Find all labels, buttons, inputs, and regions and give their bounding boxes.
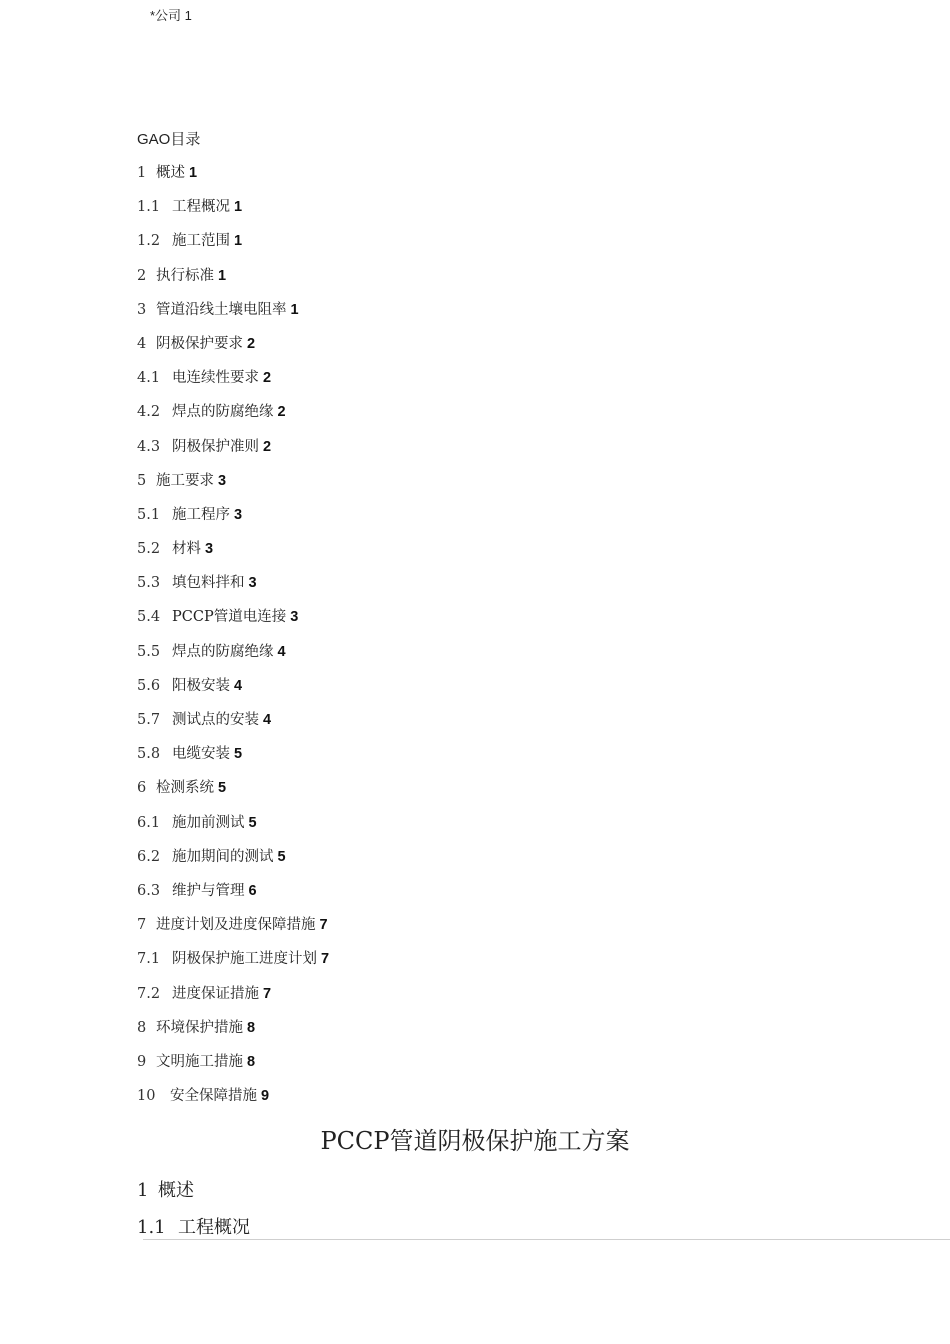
toc-entry-page: 1 [234,233,243,250]
toc-entry-text: 进度保证措施 [172,985,259,1002]
toc-entry-page: 1 [290,301,299,318]
toc-entry-text: 阴极保护准则 [172,438,259,455]
toc-entry-page: 2 [247,335,256,352]
toc-entry-page: 1 [218,267,227,284]
header-note: *公司 1 [150,8,192,23]
toc-entry[interactable] [137,778,329,812]
toc-entry-number: 7 [137,917,147,934]
toc-entry-number: 5.7 [137,712,161,728]
toc-entry[interactable] [137,231,329,265]
toc-entry-text: 阳极安装 [172,677,230,694]
toc-entry-number: 5.8 [137,746,161,763]
toc-entry-text: 检测系统 [156,780,214,797]
toc-entry[interactable] [137,881,329,915]
toc-entry-page: 3 [218,472,227,489]
toc-entry-text: 填包料拌和 [172,575,245,592]
toc-entry-page: 5 [234,746,243,763]
toc-entry[interactable] [137,334,329,368]
toc-entry-text: 施工程序 [172,506,230,523]
toc-entry-number: 5.2 [137,541,161,558]
toc-entry[interactable] [137,1052,329,1086]
toc-entry-number: 3 [137,301,147,318]
toc-entry-number: 4.1 [137,370,161,387]
toc-entry-number: 6.1 [137,814,161,831]
toc-entry-page: 6 [248,882,257,899]
toc-entry-page: 3 [290,609,299,626]
table-of-contents [137,163,329,1120]
toc-entry-text: 电连续性要求 [172,370,259,387]
toc-entry-number: 9 [137,1053,147,1070]
toc-entry[interactable] [137,266,329,300]
toc-entry[interactable] [137,813,329,847]
toc-entry[interactable] [137,949,329,983]
toc-entry-text: 概述 [156,165,185,181]
toc-title [137,128,200,149]
toc-title-text: 目录 [170,130,201,148]
toc-entry-number: 2 [137,267,147,284]
toc-entry-text: 进度计划及进度保障措施 [156,917,316,934]
page-divider [143,1239,950,1240]
toc-entry-number: 8 [137,1019,147,1036]
toc-entry[interactable] [137,607,329,641]
toc-entry[interactable] [137,676,329,710]
section-heading-1 [137,1176,194,1202]
toc-entry-text: 环境保护措施 [156,1019,243,1036]
toc-entry-text: 阴极保护要求 [156,335,243,352]
section-number: 1 [137,1180,149,1201]
toc-entry-text: 工程概况 [172,199,230,216]
toc-entry-number: 5.6 [137,677,161,694]
toc-entry-number: 5.5 [137,643,161,660]
toc-entry-page: 5 [277,848,286,865]
toc-entry-text: 维护与管理 [172,882,245,899]
section-number: 1.1 [137,1217,166,1238]
toc-entry-page: 2 [277,404,286,421]
toc-entry-text: 焊点的防腐绝缘 [172,404,274,421]
toc-entry-number: 6.3 [137,882,161,899]
toc-entry-page: 3 [234,506,243,523]
toc-entry[interactable] [137,300,329,334]
toc-entry-number: 5.4 [137,609,161,626]
toc-entry-number: 6 [137,780,147,797]
toc-entry-text: 焊点的防腐绝缘 [172,643,274,660]
toc-entry-text: 材料 [172,541,201,558]
toc-entry-text: 管道沿线土壤电阻率 [156,301,287,318]
toc-entry-text: 阴极保护施工进度计划 [172,951,317,968]
toc-entry[interactable] [137,437,329,471]
toc-entry-page: 3 [248,575,257,592]
toc-entry-text: 施加前测试 [172,814,245,831]
toc-entry-number: 1.1 [137,199,161,216]
toc-entry-text: 施工范围 [172,233,230,250]
toc-entry-number: 6.2 [137,848,161,865]
toc-entry-page: 4 [263,712,272,728]
toc-entry-page: 5 [218,780,227,797]
toc-entry[interactable] [137,915,329,949]
toc-entry[interactable] [137,1018,329,1052]
toc-entry[interactable] [137,471,329,505]
toc-entry-number: 1.2 [137,233,161,250]
toc-entry-page: 1 [189,165,198,181]
toc-entry-text: 安全保障措施 [170,1088,257,1105]
toc-entry-page: 1 [234,199,243,216]
toc-entry-text: 施工要求 [156,472,214,489]
toc-entry-page: 2 [263,438,272,455]
toc-entry-page: 9 [261,1088,270,1105]
toc-entry-page: 7 [321,951,330,968]
toc-entry-number: 4.2 [137,404,161,421]
section-text: 工程概况 [178,1217,250,1238]
section-heading-1-1 [137,1213,250,1239]
toc-entry[interactable] [137,1086,329,1120]
toc-entry-number: 1 [137,165,147,181]
toc-entry[interactable] [137,163,329,197]
toc-entry[interactable] [137,505,329,539]
toc-entry-page: 8 [247,1053,256,1070]
toc-entry-page: 7 [263,985,272,1002]
toc-entry-text: 施加期间的测试 [172,848,274,865]
toc-entry-page: 3 [205,541,214,558]
toc-entry-number: 4.3 [137,438,161,455]
toc-entry-page: 7 [319,917,328,934]
toc-entry[interactable] [137,642,329,676]
toc-entry[interactable] [137,744,329,778]
toc-entry-text: 测试点的安装 [172,712,259,728]
toc-entry-text: 文明施工措施 [156,1053,243,1070]
toc-entry-page: 5 [248,814,257,831]
toc-entry-page: 4 [277,643,286,660]
toc-entry[interactable] [137,984,329,1018]
toc-title-latin: GAO [137,131,171,148]
toc-entry-text: PCCP管道电连接 [172,609,287,626]
toc-entry[interactable] [137,710,329,744]
toc-entry-page: 8 [247,1019,256,1036]
section-text: 概述 [158,1180,194,1201]
toc-entry[interactable] [137,847,329,881]
document-title: PCCP管道阴极保护施工方案 [320,1127,630,1155]
toc-entry[interactable] [137,402,329,436]
toc-entry[interactable] [137,539,329,573]
toc-entry-number: 5.3 [137,575,161,592]
toc-entry-number: 5.1 [137,506,161,523]
toc-entry[interactable] [137,573,329,607]
toc-entry-number: 7.1 [137,951,161,968]
toc-entry-number: 5 [137,472,147,489]
toc-entry-text: 执行标准 [156,267,214,284]
toc-entry-page: 2 [263,370,272,387]
toc-entry-number: 4 [137,335,147,352]
toc-entry-text: 电缆安装 [172,746,230,763]
toc-entry-page: 4 [234,677,243,694]
toc-entry-number: 7.2 [137,985,161,1002]
toc-entry[interactable] [137,368,329,402]
toc-entry[interactable] [137,197,329,231]
toc-entry-number: 10 [137,1088,156,1105]
